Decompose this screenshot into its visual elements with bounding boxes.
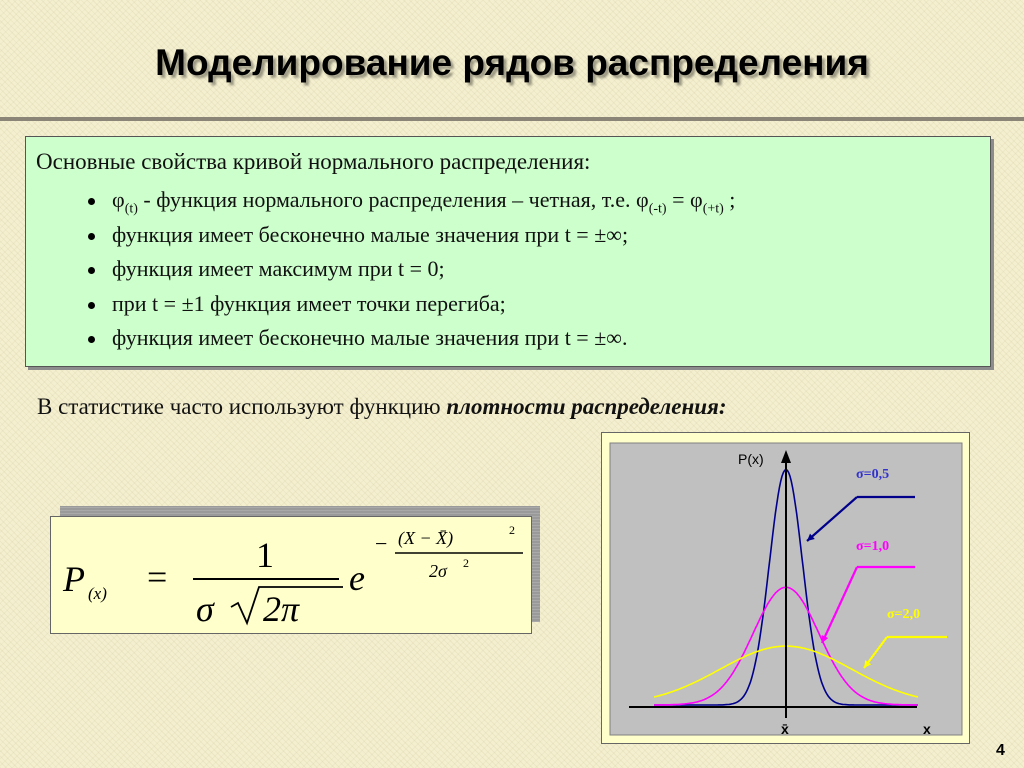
bullet-icon — [88, 233, 95, 240]
properties-box — [25, 136, 991, 367]
list-item: функция имеет бесконечно малые значения при t = ±∞. — [88, 325, 735, 360]
list-item: функция имеет максимум при t = 0; — [88, 256, 735, 291]
title-divider — [0, 117, 1024, 121]
formula-sigma: σ — [196, 589, 214, 629]
list-item: функция имеет бесконечно малые значения при t = ±∞; — [88, 222, 735, 257]
normal-density-formula — [51, 517, 531, 633]
formula-exp-minus: − — [375, 531, 388, 556]
legend-label-3: σ=2,0 — [887, 607, 921, 622]
bullet-icon — [88, 198, 95, 205]
formula-numerator: 1 — [256, 535, 274, 575]
chart-frame — [601, 432, 970, 744]
formula-box — [50, 516, 532, 634]
intro-emphasis: плотности распределения: — [446, 394, 727, 419]
formula-lhs-sub: (x) — [88, 584, 107, 603]
formula-exp-denominator: 2σ — [429, 561, 447, 581]
x-mean-label: x̄ — [781, 721, 789, 737]
properties-list — [88, 187, 735, 360]
formula-exp-den-power: 2 — [463, 556, 469, 570]
list-item: $\varphi_{(t)}$ - функция нормального распределения – четная, т.е. $\varphi_{(-t)} = \varphi_{(+t)}$ ; — [88, 187, 735, 222]
bullet-icon — [88, 336, 95, 343]
x-axis-label: x — [923, 721, 931, 737]
density-chart — [602, 433, 969, 743]
properties-heading: Основные свойства кривой нормального распределения: — [36, 149, 591, 174]
formula-base: e — [349, 558, 365, 598]
legend-label-2: σ=1,0 — [856, 539, 890, 554]
list-item: при t = ±1 функция имеет точки перегиба; — [88, 291, 735, 326]
slide-title: Моделирование рядов распределения — [155, 42, 869, 83]
page-number: 4 — [996, 742, 1005, 759]
legend-label-1: σ=0,5 — [856, 467, 890, 482]
bullet-icon — [88, 267, 95, 274]
formula-exp-numerator: (X − X̄) — [398, 528, 454, 548]
formula-exp-num-power: 2 — [509, 523, 515, 537]
intro-text: В статистике часто используют функцию плотности распределения: — [37, 394, 727, 419]
bullet-icon — [88, 302, 95, 309]
formula-equals: = — [147, 557, 168, 597]
formula-sqrt-arg: 2π — [263, 589, 300, 629]
formula-lhs: P — [63, 559, 85, 599]
y-axis-label: P(x) — [738, 451, 764, 467]
